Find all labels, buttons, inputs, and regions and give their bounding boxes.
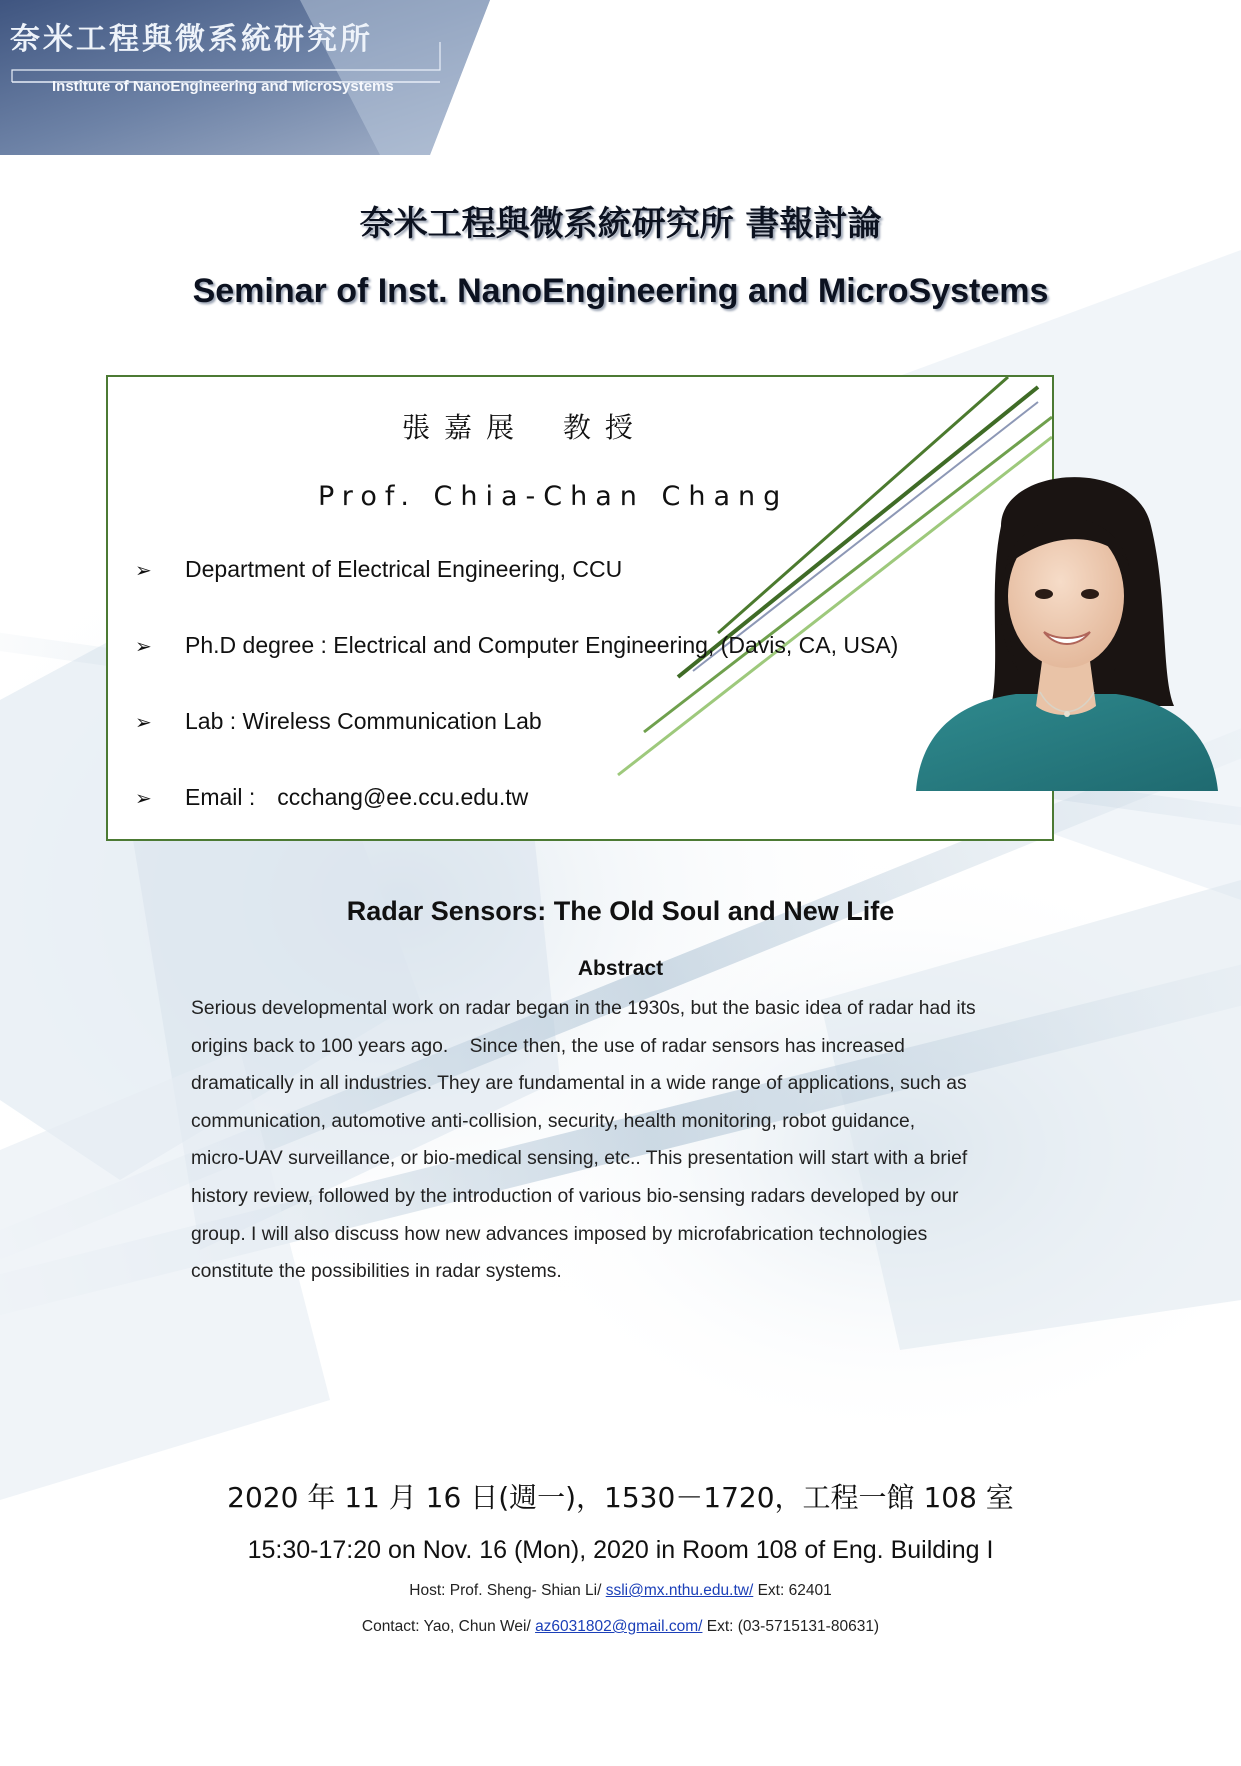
host-email-link[interactable]: ssli@mx.nthu.edu.tw/ [605, 1582, 754, 1599]
host-info [0, 1582, 1241, 1600]
contact-prefix: Contact: Yao, Chun Wei/ [361, 1618, 536, 1635]
lab-text: Lab : Wireless Communication Lab [185, 708, 542, 734]
arrow-bullet-icon: ➢ [135, 636, 152, 658]
abstract-line: communication, automotive anti-collision, security, health monitoring, robot guidance, [191, 1110, 916, 1132]
abstract-line: origins back to 100 years ago. Since then, the use of radar sensors has increased [191, 1035, 905, 1057]
speaker-details [135, 556, 898, 860]
email-label: Email : [185, 784, 256, 810]
seminar-title-english: Seminar of Inst. NanoEngineering and MicroSystems [192, 272, 1049, 310]
abstract-line: dramatically in all industries. They are fundamental in a wide range of applications, such as [191, 1073, 967, 1095]
host-extension: Ext: 62401 [753, 1582, 832, 1599]
abstract-line: group. I will also discuss how new advances imposed by microfabrication technologies [191, 1223, 928, 1245]
detail-lab [135, 708, 898, 784]
abstract-line: Serious developmental work on radar began in the 1930s, but the basic idea of radar had its [191, 998, 976, 1019]
detail-degree [135, 632, 898, 708]
degree-text: Ph.D degree : Electrical and Computer Engineering, (Davis, CA, USA) [185, 632, 899, 658]
abstract-line: micro-UAV surveillance, or bio-medical sensing, etc.. This presentation will start with a brief [191, 1148, 968, 1170]
contact-extension: Ext: (03-5715131-80631) [702, 1618, 880, 1635]
department-text: Department of Electrical Engineering, CCU [185, 556, 623, 582]
institute-banner [0, 0, 490, 155]
abstract-body [191, 990, 1061, 1291]
banner-title-english: Institute of NanoEngineering and MicroSystems [52, 78, 394, 95]
arrow-bullet-icon: ➢ [135, 560, 152, 582]
abstract-line: constitute the possibilities in radar systems. [191, 1261, 562, 1283]
detail-department [135, 556, 898, 632]
seminar-title-chinese: 奈米工程與微系統研究所 書報討論 [359, 204, 882, 244]
abstract-heading: Abstract [577, 957, 664, 980]
detail-email [135, 784, 898, 860]
speaker-name-english: Prof. Chia-Chan Chang [318, 481, 789, 512]
talk-title: Radar Sensors: The Old Soul and New Life [346, 896, 895, 926]
arrow-bullet-icon: ➢ [135, 712, 152, 734]
abstract-line: history review, followed by the introduction of various bio-sensing radars developed by our [191, 1185, 959, 1207]
banner-title-chinese: 奈米工程與微系統研究所 [10, 22, 373, 57]
speaker-name-chinese: 張嘉展 教授 [402, 411, 647, 444]
contact-email-link[interactable]: az6031802@gmail.com/ [535, 1618, 703, 1635]
schedule-chinese: 2020 年 11 月 16 日(週一)，1530－1720，工程一館 108 室 [227, 1481, 1014, 1514]
speaker-photo [906, 456, 1226, 791]
schedule-english: 15:30-17:20 on Nov. 16 (Mon), 2020 in Room 108 of Eng. Building I [247, 1536, 994, 1564]
host-prefix: Host: Prof. Sheng- Shian Li/ [409, 1582, 606, 1599]
speaker-email[interactable]: ccchang@ee.ccu.edu.tw [277, 784, 529, 810]
contact-info [0, 1618, 1241, 1636]
arrow-bullet-icon: ➢ [135, 788, 152, 810]
